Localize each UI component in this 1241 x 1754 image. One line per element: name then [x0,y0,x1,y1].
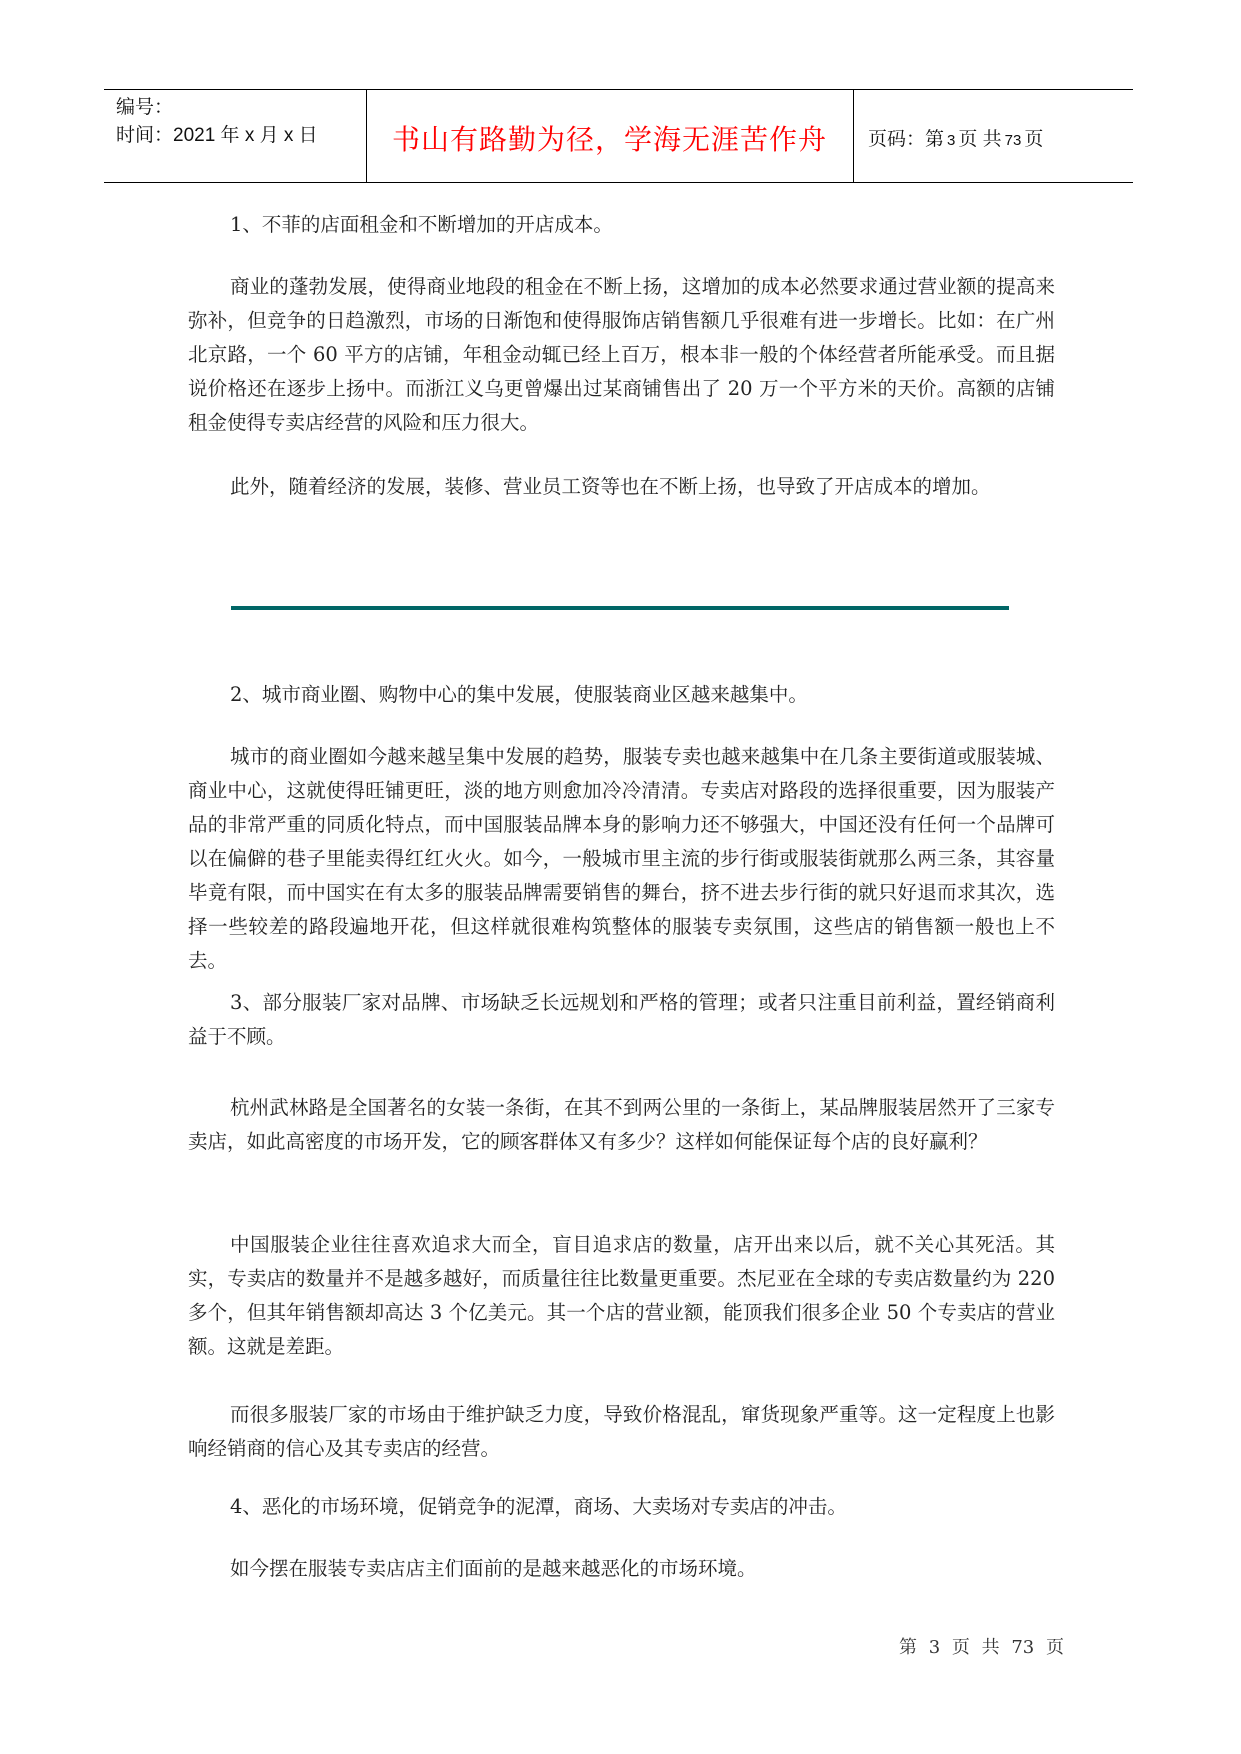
body-paragraph: 商业的蓬勃发展，使得商业地段的租金在不断上扬，这增加的成本必然要求通过营业额的提高来弥补，但竞争的日趋激烈，市场的日渐饱和使得服饰店销售额几乎很难有进一步增长。比如：在广州北京路，一个 60 平方的店铺，年租金动辄已经上百万，根本非一般的个体经营者所能承受。而且据说价格还在逐步上扬中。而浙江义乌更曾爆出过某商铺售出了 20 万一个平方米的天价。高额的店铺租金使得专卖店经营的风险和压力很大。 [188,275,1055,434]
header-top-rule [104,89,1133,90]
section-heading-3: 3、部分服装厂家对品牌、市场缺乏长远规划和严格的管理；或者只注重目前利益，置经销商利益于不顾。 [188,991,1055,1048]
serial-number-label: 编号： [116,97,174,118]
page-prefix: 页码：第 [868,129,945,150]
body-paragraph: 中国服装企业往往喜欢追求大而全，盲目追求店的数量，店开出来以后，就不关心其死活。其实，专卖店的数量并不是越多越好，而质量往往比数量更重要。杰尼亚在全球的专卖店数量约为 220 多个，但其年销售额却高达 3 个亿美元。其一个店的营业额，能顶我们很多企业 50 个专卖店的营业额。这就是差距。 [188,1233,1055,1358]
date-label: 时间：2021 年 x 月 x 日 [116,125,318,146]
body-paragraph: 而很多服装厂家的市场由于维护缺乏力度，导致价格混乱，窜货现象严重等。这一定程度上也影响经销商的信心及其专卖店的经营。 [188,1403,1055,1460]
header-page-indicator [868,124,1043,151]
page-current: 3 [947,132,956,149]
header-motto: 书山有路勤为径，学海无涯苦作舟 [391,123,827,156]
page-suffix: 页 [1024,129,1044,150]
section-heading-2: 2、城市商业圈、购物中心的集中发展，使服装商业区越来越集中。 [230,683,808,706]
page-total: 73 [1004,132,1022,149]
page-mid: 页 共 [958,129,1002,150]
header-meta [116,94,318,150]
section-heading-4: 4、恶化的市场环境，促销竞争的泥潭，商场、大卖场对专卖店的冲击。 [230,1495,847,1518]
section-divider-rule [231,606,1009,610]
body-paragraph: 此外，随着经济的发展，装修、营业员工资等也在不断上扬，也导致了开店成本的增加。 [230,475,991,498]
body-paragraph: 如今摆在服装专卖店店主们面前的是越来越恶化的市场环境。 [230,1557,757,1580]
page-footer: 第 3 页 共 73 页 [899,1637,1064,1658]
body-paragraph: 城市的商业圈如今越来越呈集中发展的趋势，服装专卖也越来越集中在几条主要街道或服装城、商业中心，这就使得旺铺更旺，淡的地方则愈加冷冷清清。专卖店对路段的选择很重要，因为服装产品的非常严重的同质化特点，而中国服装品牌本身的影响力还不够强大，中国还没有任何一个品牌可以在偏僻的巷子里能卖得红红火火。如今，一般城市里主流的步行街或服装街就那么两三条，其容量毕竟有限，而中国实在有太多的服装品牌需要销售的舞台，挤不进去步行街的就只好退而求其次，选择一些较差的路段遍地开花，但这样就很难构筑整体的服装专卖氛围，这些店的销售额一般也上不去。 [188,745,1055,972]
header-column-divider [853,89,854,182]
body-paragraph: 杭州武林路是全国著名的女装一条街，在其不到两公里的一条街上，某品牌服装居然开了三家专卖店，如此高密度的市场开发，它的顾客群体又有多少？这样如何能保证每个店的良好赢利？ [188,1096,1055,1153]
section-heading-1: 1、不菲的店面租金和不断增加的开店成本。 [230,213,613,236]
header-bottom-rule [104,182,1133,183]
